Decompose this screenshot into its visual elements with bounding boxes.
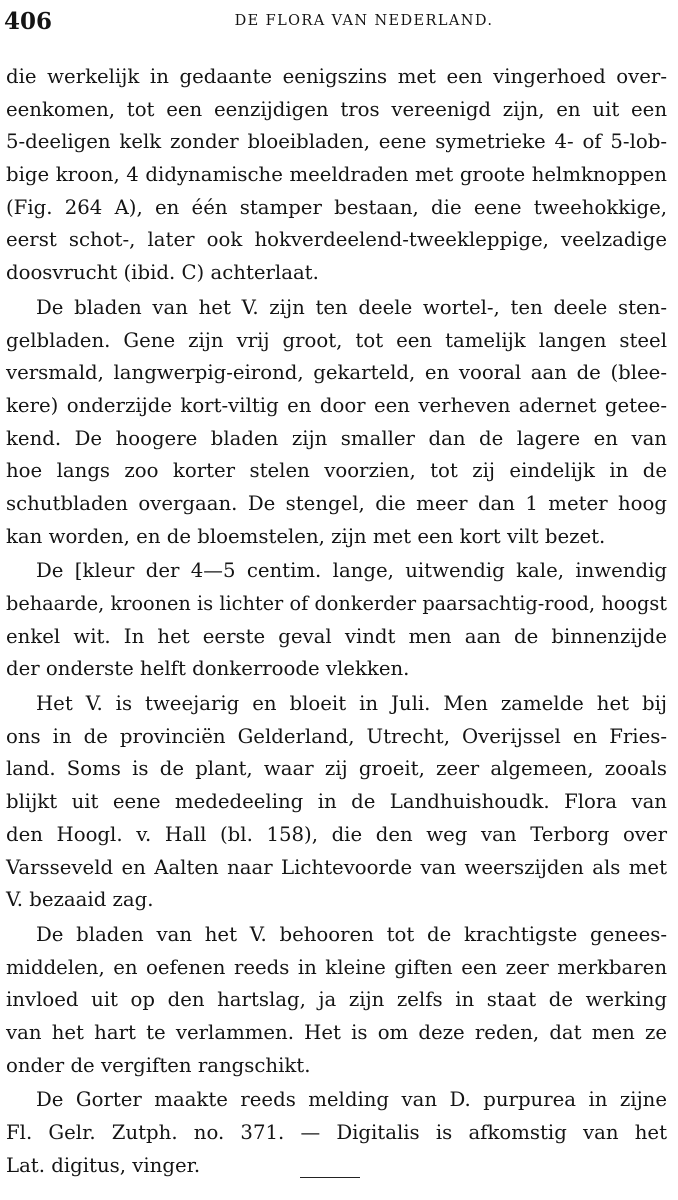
text-line: hoe langs zoo korter stelen voorzien, tot zij eindelijk in de bbox=[6, 459, 667, 483]
text-line: Fl. Gelr. Zutph. no. 371. — Digitalis is afkomstig van het bbox=[6, 1121, 667, 1144]
text-line: blijkt uit eene mededeeling in de Landhuishoudk. Flora van bbox=[6, 790, 667, 814]
text-line: V. bezaaid zag. bbox=[6, 888, 154, 912]
running-head bbox=[0, 0, 678, 40]
text-line: De Gorter maakte reeds melding van D. purpurea in zijne bbox=[36, 1088, 667, 1112]
text-line: Varsseveld en Aalten naar Lichtevoorde van weerszijden als met bbox=[6, 855, 667, 879]
text-line: middelen, en oefenen reeds in kleine giften een zeer merkbaren bbox=[6, 955, 667, 979]
text-line: behaarde, kroonen is lichter of donkerder paarsachtig-rood, hoogst bbox=[6, 592, 667, 615]
text-line: 5-deeligen kelk zonder bloeibladen, eene symetrieke 4- of 5-lob- bbox=[6, 130, 667, 154]
end-rule bbox=[300, 1177, 360, 1178]
text-line: land. Soms is de plant, waar zij groeit, zeer algemeen, zooals bbox=[6, 757, 667, 781]
page-number: 406 bbox=[4, 8, 53, 35]
text-line: (Fig. 264 A), en één stamper bestaan, die eene tweehokkige, bbox=[6, 195, 667, 219]
text-line: den Hoogl. v. Hall (bl. 158), die den weg van Terborg over bbox=[6, 822, 667, 846]
text-line: eerst schot-, later ook hokverdeelend-tweekleppige, veelzadige bbox=[6, 228, 667, 252]
paragraph-5 bbox=[6, 919, 667, 1082]
text-line: kend. De hoogere bladen zijn smaller dan de lagere en van bbox=[6, 426, 667, 450]
paragraph-6 bbox=[6, 1084, 667, 1182]
text-line: De bladen van het V. zijn ten deele wortel-, ten deele sten- bbox=[36, 295, 667, 319]
text-line: schutbladen overgaan. De stengel, die meer dan 1 meter hoog bbox=[6, 491, 667, 515]
text-line: Het V. is tweejarig en bloeit in Juli. Men zamelde het bij bbox=[36, 692, 667, 716]
text-line: kere) onderzijde kort-viltig en door een verheven adernet getee- bbox=[6, 393, 667, 417]
text-line: versmald, langwerpig-eirond, gekarteld, en vooral aan de (blee- bbox=[6, 361, 667, 385]
text-line: die werkelijk in gedaante eenigszins met een vingerhoed over- bbox=[6, 65, 667, 88]
text-line: onder de vergiften rangschikt. bbox=[6, 1053, 311, 1077]
text-line: ons in de provinciën Gelderland, Utrecht, Overijssel en Fries- bbox=[6, 724, 667, 748]
text-line: De bladen van het V. behooren tot de krachtigste genees- bbox=[36, 922, 667, 946]
paragraph-3 bbox=[6, 555, 667, 686]
text-line: van het hart te verlammen. Het is om deze reden, dat men ze bbox=[6, 1020, 667, 1044]
body-text bbox=[6, 61, 667, 1182]
text-line: kan worden, en de bloemstelen, zijn met een kort vilt bezet. bbox=[6, 524, 606, 548]
text-line: De [kleur der 4—5 centim. lange, uitwendig kale, inwendig bbox=[36, 559, 667, 583]
running-title: DE FLORA VAN NEDERLAND. bbox=[234, 13, 494, 29]
text-line: der onderste helft donkerroode vlekken. bbox=[6, 657, 410, 681]
text-line: gelbladen. Gene zijn vrij groot, tot een tamelijk langen steel bbox=[6, 328, 667, 352]
text-line: Lat. digitus, vinger. bbox=[6, 1153, 201, 1177]
paragraph-4 bbox=[6, 688, 667, 917]
paragraph-2 bbox=[6, 292, 667, 554]
text-line: enkel wit. In het eerste geval vindt men aan de binnenzijde bbox=[6, 624, 667, 648]
text-line: doosvrucht (ibid. C) achterlaat. bbox=[6, 261, 319, 285]
text-line: eenkomen, tot een eenzijdigen tros vereenigd zijn, en uit een bbox=[6, 97, 667, 121]
text-line: invloed uit op den hartslag, ja zijn zelfs in staat de werking bbox=[6, 988, 667, 1012]
text-line: bige kroon, 4 didynamische meeldraden met groote helmknoppen bbox=[6, 163, 667, 187]
paragraph-1 bbox=[6, 61, 667, 290]
